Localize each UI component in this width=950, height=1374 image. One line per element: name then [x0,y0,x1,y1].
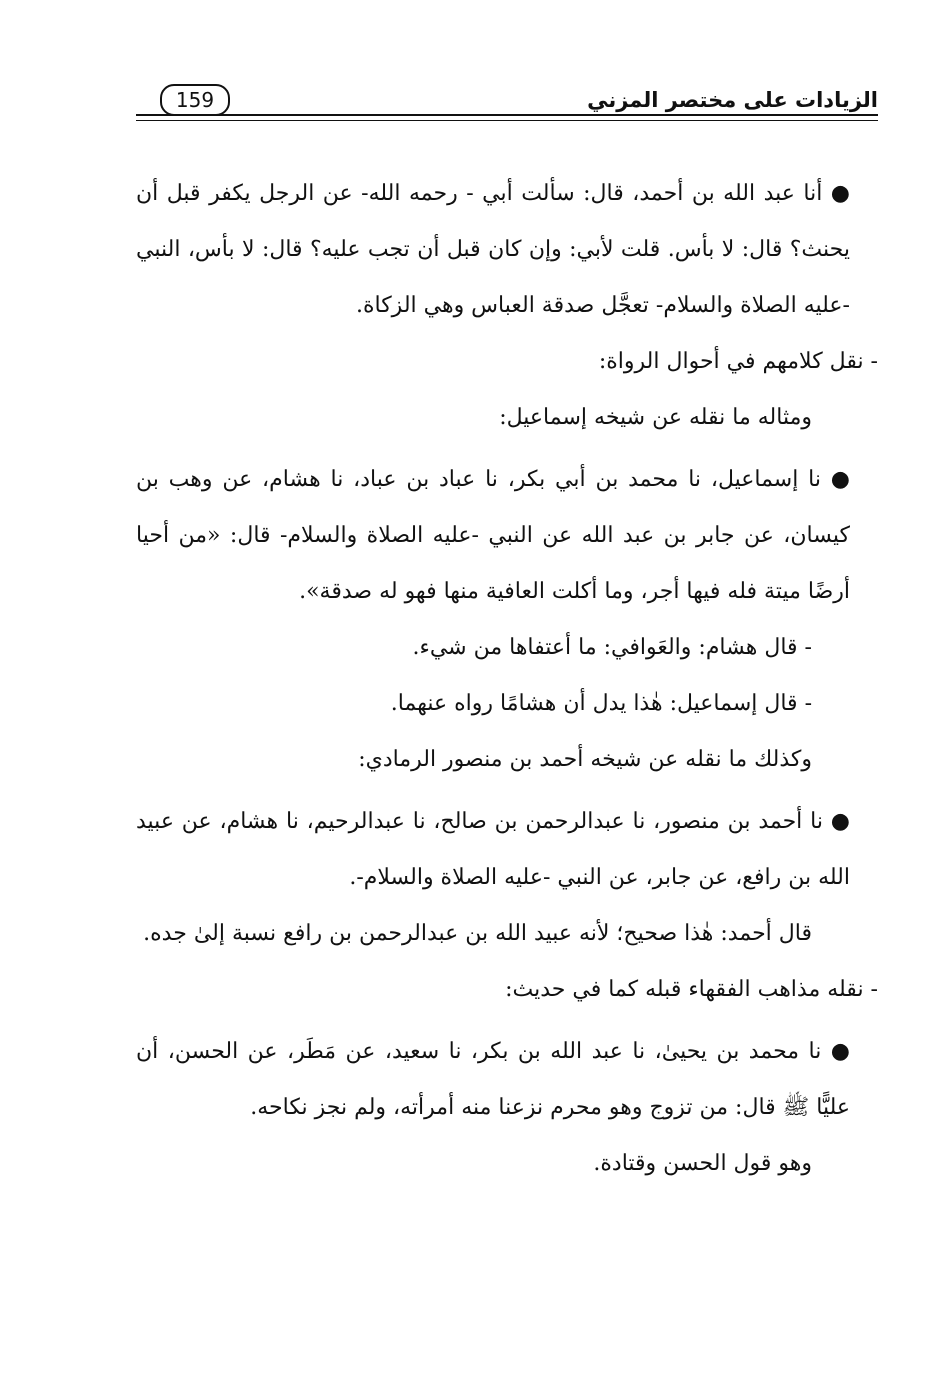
section-heading-narrators: - نقل كلامهم في أحوال الرواة: [598,349,878,374]
paragraph-closing-note: وهو قول الحسن وقتادة. [593,1151,812,1176]
section-heading-jurists: - نقله مذاهب الفقهاء قبله كما في حديث: [505,977,878,1002]
paragraph-hadith-4: ● نا محمد بن يحيىٰ، نا عبد الله بن بكر، نا سعيد، عن مَطَر، عن الحسن، أن عليًّا ﷺ قال: من تزوج وهو محرم نزعنا منه أمرأته، ولم نجز نكاحه. [136,1039,850,1120]
paragraph-hadith-2: ● نا إسماعيل، نا محمد بن أبي بكر، نا عباد بن عباد، نا هشام، عن وهب بن كيسان، عن جابر بن عبد الله عن النبي -عليه الصلاة والسلام- قال: «من أحيا أرضًا ميتة فله فيها أجر، وما أكلت العافية منها فهو له صدقة». [136,467,850,604]
paragraph-hadith-1: ● أنا عبد الله بن أحمد، قال: سألت أبي - رحمه الله- عن الرجل يكفر قبل أن يحنث؟ قال: لا بأس. قلت لأبي: وإن كان قبل أن تجب عليه؟ قال: لا بأس، النبي -عليه الصلاة والسلام- تعجَّل صدقة العباس وهي الزكاة. [136,181,850,318]
paragraph-hadith-3: ● نا أحمد بن منصور، نا عبدالرحمن بن صالح، نا عبدالرحيم، نا هشام، عن عبيد الله بن رافع، عن جابر، عن النبي -عليه الصلاة والسلام-. [136,809,850,890]
paragraph-example-ismail: ومثاله ما نقله عن شيخه إسماعيل: [499,405,812,430]
paragraph-example-ahmad: وكذلك ما نقله عن شيخه أحمد بن منصور الرمادي: [358,747,812,772]
header-rule [136,114,878,116]
page-body [136,166,878,1192]
paragraph-ahmad-note: قال أحمد: هٰذا صحيح؛ لأنه عبيد الله بن عبدالرحمن بن رافع نسبة إلىٰ جده. [143,921,812,946]
paragraph-hisham-note: - قال هشام: والعَوافي: ما أعتفاها من شيء. [412,635,812,660]
page-header [136,84,878,124]
page-number: 159 [160,84,230,116]
header-rule-thin [136,120,878,121]
paragraph-ismail-note: - قال إسماعيل: هٰذا يدل أن هشامًا رواه عنهما. [390,691,812,716]
running-title: الزيادات على مختصر المزني [587,88,878,112]
